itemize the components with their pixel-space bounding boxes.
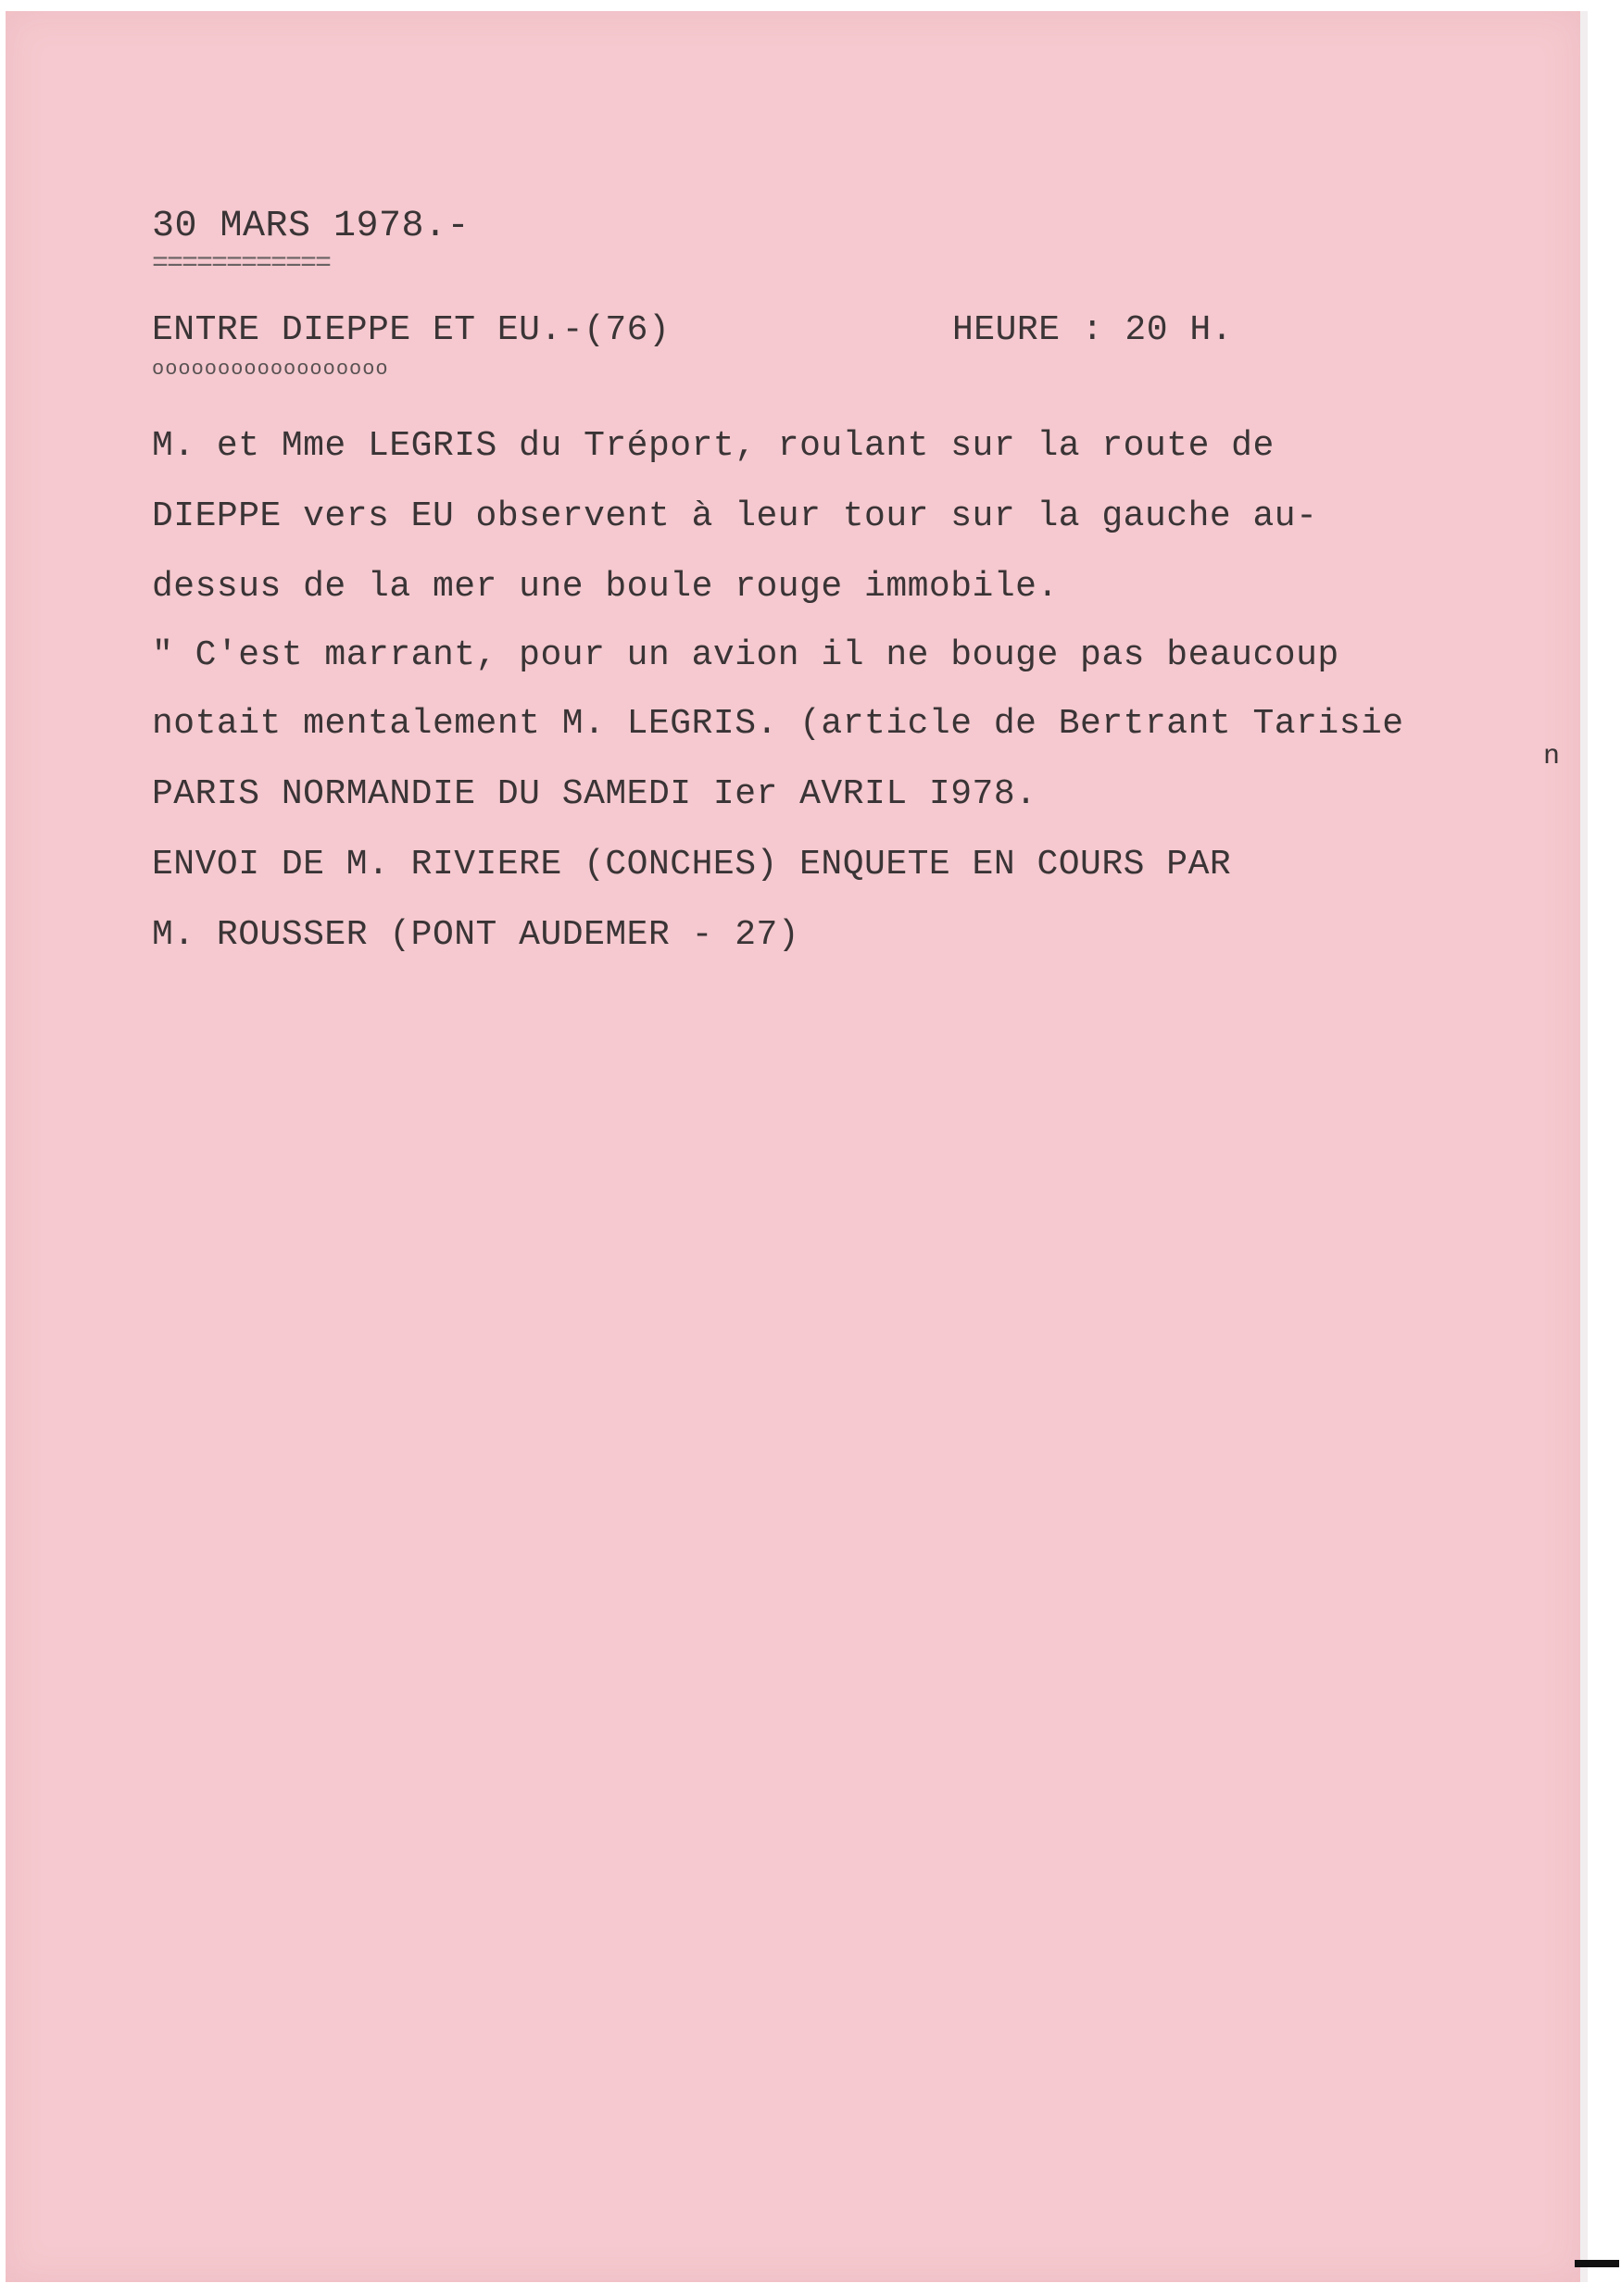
- body-line-7: ENVOI DE M. RIVIERE (CONCHES) ENQUETE EN COURS PAR: [152, 845, 1232, 885]
- date-underline: ============: [152, 248, 331, 280]
- margin-note: n: [1543, 741, 1561, 772]
- report-location: ENTRE DIEPPE ET EU.-(76): [152, 310, 671, 350]
- body-line-1: M. et Mme LEGRIS du Tréport, roulant sur la route de: [152, 426, 1275, 466]
- body-line-8: M. ROUSSER (PONT AUDEMER - 27): [152, 915, 800, 955]
- body-line-6: PARIS NORMANDIE DU SAMEDI Ier AVRIL I978.: [152, 774, 1037, 814]
- paper-edge: [1580, 11, 1588, 2282]
- location-underline: oooooooooooooooooo: [152, 358, 389, 381]
- body-line-4: " C'est marrant, pour un avion il ne bouge pas beaucoup: [152, 635, 1339, 675]
- body-line-5: notait mentalement M. LEGRIS. (article de Bertrant Tarisie: [152, 704, 1404, 744]
- report-time: HEURE : 20 H.: [952, 310, 1233, 350]
- body-line-3: dessus de la mer une boule rouge immobile.: [152, 567, 1059, 607]
- body-line-2: DIEPPE vers EU observent à leur tour sur la gauche au-: [152, 496, 1318, 536]
- paper-sheet: [6, 11, 1580, 2282]
- scan-corner-mark: [1575, 2260, 1619, 2267]
- report-date: 30 MARS 1978.-: [152, 206, 471, 247]
